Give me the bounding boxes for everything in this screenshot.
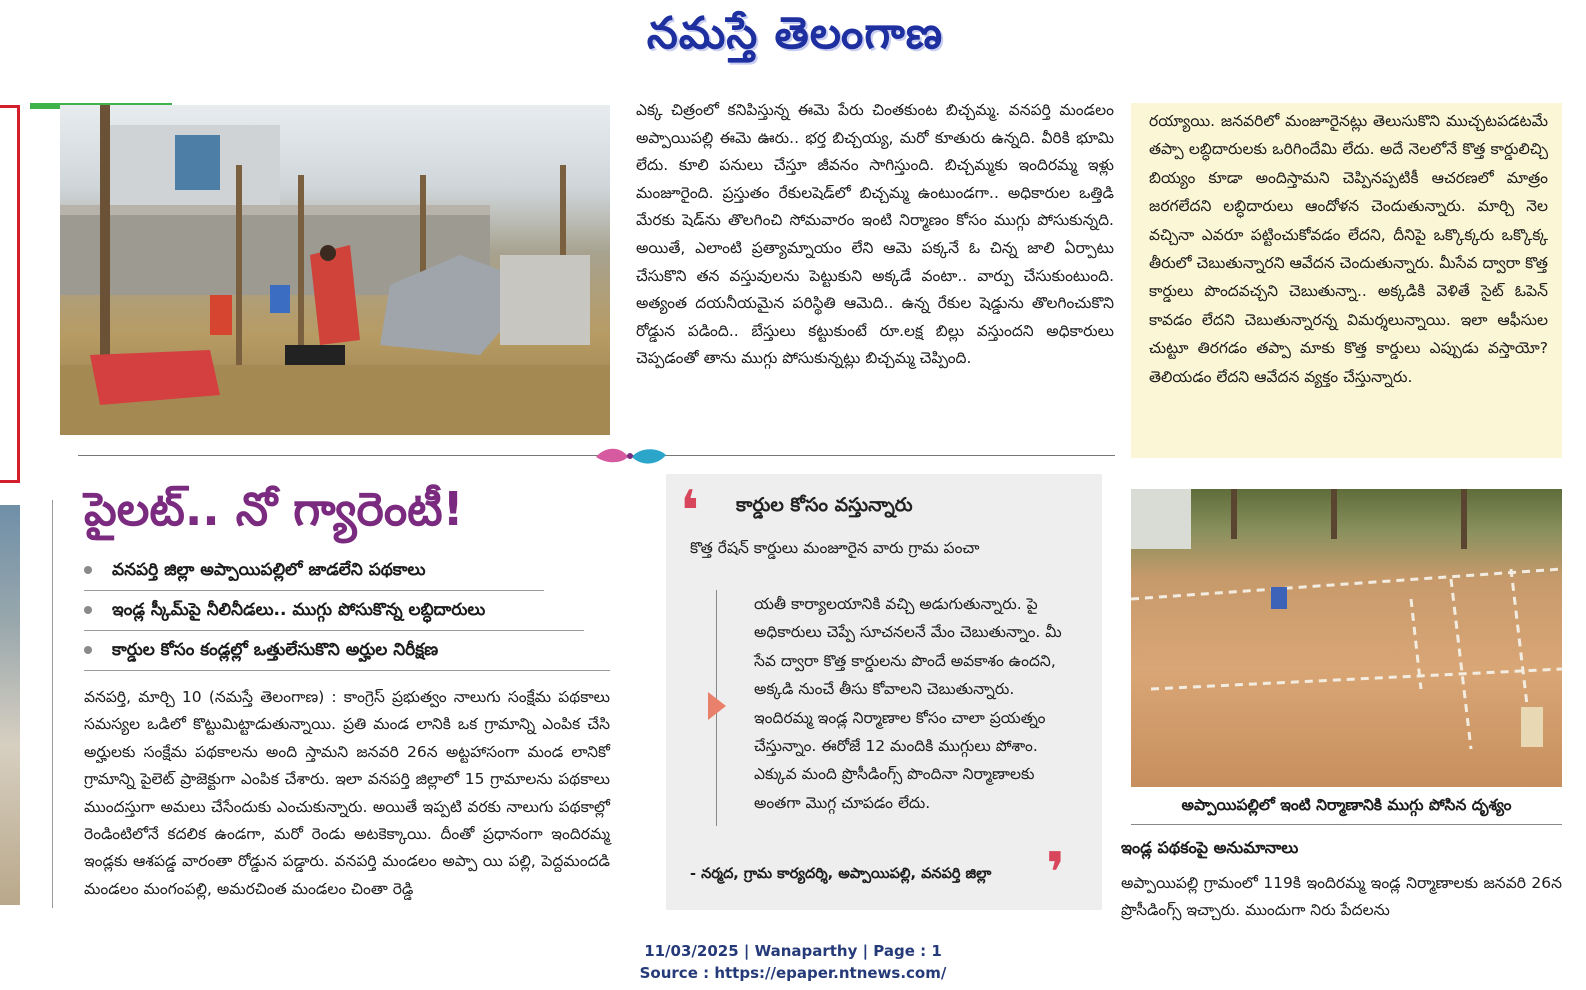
page-footer	[0, 940, 1586, 984]
quote-box	[666, 474, 1102, 910]
quote-body: యతీ కార్యాలయానికి వచ్చి అడుగుతున్నారు. పై అధికారులు చెప్పే సూచనలనే మేం చెబుతున్నాం. మీ సేవ ద్వారా కొత్త కార్డులను పొందే అవకాశం ఉందని, అక్కడి నుంచే తీసు కోవాలని చెబుతున్నారు. ఇందిరమ్మ ఇండ్ల నిర్మాణాల కోసం చాలా ప్రయత్నం చేస్తున్నాం. ఈరోజే 12 మందికి ముగ్గులు పోశాం. ఎక్కువ మంది ప్రొసీడింగ్స్ పొందినా నిర్మాణాలకు అంతగా మొగ్గ చూపడం లేదు.	[754, 595, 1062, 812]
headline: పైలట్.. నో గ్యారెంటీ!	[84, 482, 464, 536]
quote-signature: - నర్మద, గ్రామ కార్యదర్శి, అప్పాయిపల్లి, వనపర్తి జిల్లా	[690, 866, 992, 882]
open-quote-icon: ❛	[680, 479, 700, 544]
photo-muggu-plot	[1131, 489, 1562, 787]
masthead-title: నమస్తే తెలంగాణ	[646, 8, 944, 59]
caption-rule	[1131, 824, 1562, 825]
bullet-item-2: ఇండ్ల స్కీమ్‌పై నీలినీడలు.. ముగ్గు పోసుకొన్న లబ్ధిదారులు	[84, 600, 604, 624]
divider-ornament-icon	[592, 443, 670, 469]
bullet-dot-icon	[84, 646, 92, 654]
right-column-box: రయ్యాయి. జనవరిలో మంజూరైనట్లు తెలుసుకొని ముచ్చటపడటమే తప్పా లబ్ధిదారులకు ఒరిగిందేమి లేదు. అదే నెలలోనే కొత్త కార్డులిచ్చి బియ్యం కూడా అందిస్తామని చెప్పినప్పటికీ ఆచరణలో మాత్రం జరగలేదని లబ్ధిదారులు ఆందోళన చెందుతున్నారు. మార్చి నెల వచ్చినా ఎవరూ పట్టించుకోవడం లేదని, దీనిపై ఒక్కొక్కరు ఒక్కొక్క తీరులో చెబుతున్నారని ఆవేదన చెందుతున్నారు. మీసేవ ద్వారా కొత్త కార్డులు పొందవచ్చని చెబుతున్నా.. అక్కడికి వెళితే సైట్ ఓపెన్ కావడం లేదని చెబుతున్నారన్న విమర్శలున్నాయి. ఇలా ఆఫీసుల చుట్టూ తిరగడం తప్పా మాకు కొత్త కార్డులు ఎప్పుడు వస్తాయో? తెలియడం లేదని ఆవేదన వ్యక్తం చేస్తున్నారు.	[1131, 103, 1562, 458]
bullet-dot-icon	[84, 606, 92, 614]
close-quote-icon: ❜	[1046, 841, 1066, 906]
photo-caption: అప్పాయిపల్లిలో ఇంటి నిర్మాణానికి ముగ్గు పోసిన దృశ్యం	[1181, 796, 1512, 814]
masthead	[560, 8, 1030, 78]
adjacent-article-border	[0, 105, 20, 483]
quote-title: కార్డుల కోసం వస్తున్నారు	[736, 494, 913, 516]
right-bottom-story: అప్పాయిపల్లి గ్రామంలో 119కి ఇందిరమ్మ ఇండ్ల నిర్మాణాలకు జనవరి 26న ప్రొసీడింగ్స్ ఇచ్చారు. ముందుగా నిరు పేదలను	[1121, 874, 1562, 919]
bullet-rule	[84, 670, 610, 671]
bullet-item-3: కార్డుల కోసం కండ్లల్లో ఒత్తులేసుకొని అర్హుల నిరీక్షణ	[84, 640, 604, 664]
main-story-body: వనపర్తి, మార్చి 10 (నమస్తే తెలంగాణ) : కాంగ్రెస్ ప్రభుత్వం నాలుగు సంక్షేమ పథకాలు సమస్యల ఒడిలో కొట్టుమిట్టాడుతున్నాయి. ప్రతి మండ లానికి ఒక గ్రామాన్ని ఎంపిక చేసి అర్హులకు సంక్షేమ పథకాలను అంది స్తామని జనవరి 26న అట్టహాసంగా మండ లానికో గ్రామాన్ని పైలెట్ ప్రాజెక్టుగా ఎంపిక చేశారు. ఇలా వనపర్తి జిల్లాలో 15 గ్రామాలను పథకాలు ముందస్తుగా అమలు చేసేందుకు ఎంచుకున్నారు. అయితే ఇప్పటి వరకు నాలుగు పథకాల్లో రెండింటిలోనే కదలిక ఉండగా, మరో రెండు అటకెక్కాయి. దీంతో ప్రధానంగా ఇందిరమ్మ ఇండ్లకు ఆశపడ్డ వారంతా రోడ్డున పడ్డారు. వనపర్తి మండలం అప్పా యి పల్లి, పెద్దమందడి మండలం మంగంపల్లి, అమరచింత మండలం చింతా రెడ్డి	[84, 688, 610, 898]
quote-lead: కొత్త రేషన్ కార్డులు మంజూరైన వారు గ్రామ పంచా	[690, 539, 980, 557]
adjacent-article-photo	[0, 505, 20, 905]
column-rule	[52, 500, 53, 908]
bullet-dot-icon	[84, 566, 92, 574]
bullet-item-1: వనపర్తి జిల్లా అప్పాయిపల్లిలో జాడలేని పథకాలు	[84, 560, 604, 584]
middle-column-story: ఎక్క చిత్రంలో కనిపిస్తున్న ఈమె పేరు చింతకుంట బిచ్చమ్మ. వనపర్తి మండలం అప్పాయిపల్లి ఈమె ఊరు.. భర్త బిచ్చయ్య, మరో కూతురు ఉన్నది. వీరికి భూమి లేదు. కూలి పనులు చేస్తూ జీవనం సాగిస్తుంది. బిచ్చమ్మకు ఇందిరమ్మ ఇళ్లు మంజూరైంది. ప్రస్తుతం రేకులషెడ్‌లో బిచ్చమ్మ ఉంటుండగా.. అధికారుల ఒత్తిడి మేరకు షెడ్‌ను తొలగించి సోమవారం ఇంటి నిర్మాణం కోసం ముగ్గు పోసుకున్నది. అయితే, ఎలాంటి ప్రత్యామ్నాయం లేని ఆమె పక్కనే ఓ చిన్న జాలి ఏర్పాటు చేసుకొని తన వస్తువులను పెట్టుకుని అక్కడే వంటా.. వార్పు చేసుకుంటుంది. అత్యంత దయనీయమైన పరిస్థితి ఆమెది.. ఉన్న రేకుల షెడ్డును తొలగించుకొని రోడ్డున పడింది.. బేస్తులు కట్టుకుంటే రూ.లక్ష బిల్లు వస్తుందని అధికారులు చెప్పడంతో తాను ముగ్గు పోసుకున్నట్లు బిచ్చమ్మ చెప్పింది.	[636, 101, 1114, 368]
bullet-rule	[84, 630, 584, 631]
footer-edition-line: 11/03/2025 | Wanaparthy | Page : 1	[644, 942, 942, 960]
pointer-triangle-icon	[708, 692, 726, 720]
footer-source-link[interactable]: Source : https://epaper.ntnews.com/	[639, 964, 947, 982]
right-subhead: ఇండ్ల పథకంపై అనుమానాలు	[1121, 838, 1299, 857]
bullet-rule	[84, 590, 544, 591]
photo-shed-site	[60, 105, 610, 435]
